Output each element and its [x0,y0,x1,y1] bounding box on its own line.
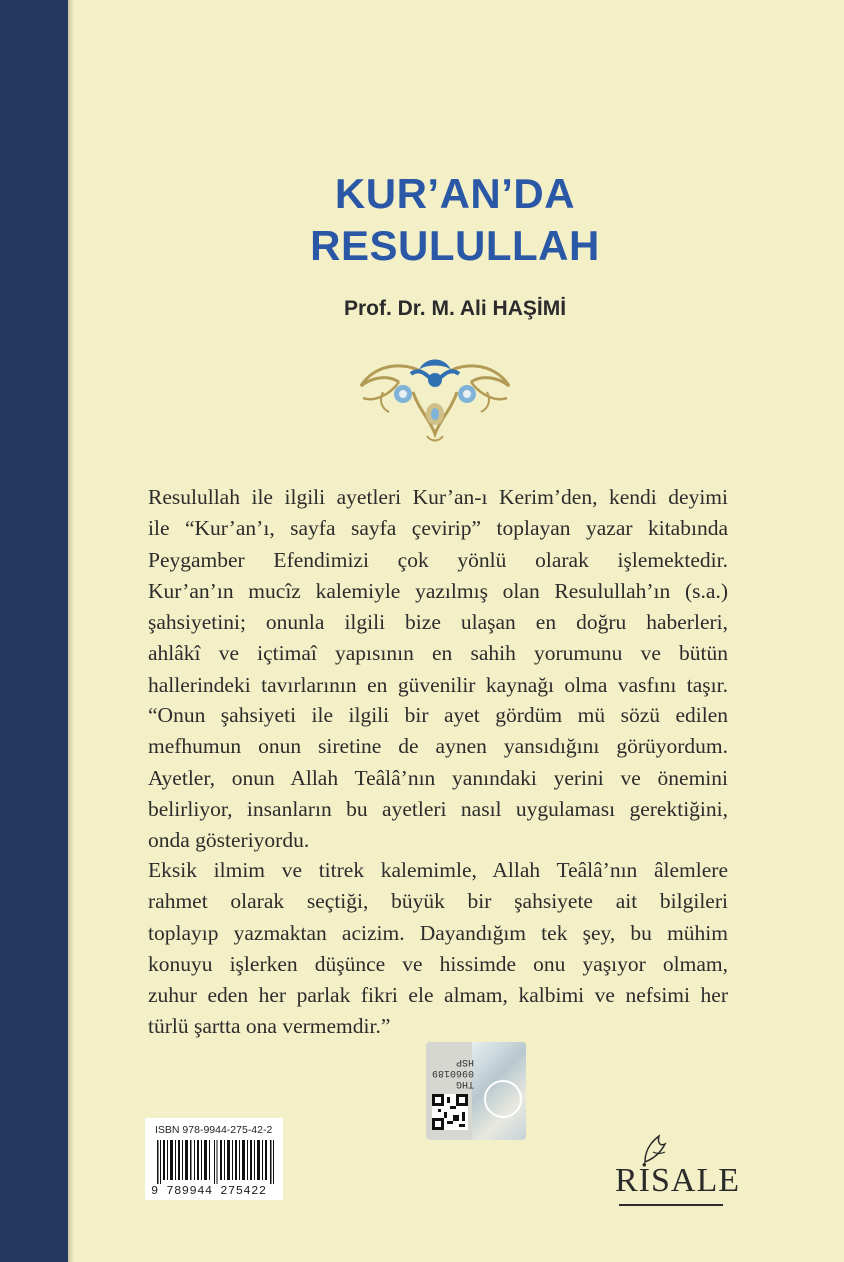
floral-ornament-icon [353,352,517,444]
author-name: Prof. Dr. M. Ali HAŞİMİ [343,297,567,320]
hologram-code-line: 0960189 [432,1067,475,1078]
text-line: toplayıp yazmaktan acizim. Dayandığım tek şey, bu mühim [148,920,728,945]
isbn-barcode [145,1118,283,1200]
text-line: belirliyor, insanların bu ayetleri nasıl uygulaması gerektiğini, [148,796,728,821]
isbn-number: 9 789944 275422 [151,1184,267,1198]
publisher-logo [615,1132,740,1210]
barcode-bars [157,1140,275,1184]
hologram-sticker [426,1042,526,1140]
text-line: Resulullah ile ilgili ayetleri Kur’an-ı Kerim’den, kendi deyimi [148,485,728,509]
text-line: türlü şartta ona vermemdir.” [148,1014,391,1039]
title-line-2: RESULULLAH [310,222,600,269]
text-line: Kur’an’ın mucîz kalemiyle yazılmış olan Resulullah’ın (s.a.) [148,578,728,603]
text-line: Eksik ilmim ve titrek kalemimle, Allah Teâlâ’nın âlemlere [148,858,728,882]
text-line: hallerindeki tavırlarının en güvenilir kaynağı olma vasfını taşır. [148,672,728,697]
text-line: Ayetler, onun Allah Teâlâ’nın yanındaki yerini ve önemini [148,765,728,790]
hologram-code-line: THG [456,1078,475,1089]
isbn-label: ISBN 978-9944-275-42-2 [155,1124,273,1136]
quote-paragraph-1 [148,700,728,856]
text-line: “Onun şahsiyeti ile ilgili bir ayet gördüm mü sözü edilen [148,703,728,727]
text-line: onda gösteriyordu. [148,828,310,853]
book-spine [0,0,68,1262]
qr-code-icon [432,1094,468,1130]
hologram-code [432,1056,474,1089]
dove-icon [639,1132,669,1166]
text-line: şahsiyetini; onunla ilgili bize ulaşan en doğru haberleri, [148,610,728,635]
text-line: zuhur eden her parlak fikri ele almam, kalbimi ve nefsimi her [148,983,728,1008]
quote-paragraph-2 [148,855,728,1043]
text-line: rahmet olarak seçtiği, büyük bir şahsiyete ait bilgileri [148,889,728,914]
description-paragraph-1 [148,482,728,701]
title-line-1: KUR’AN’DA [334,170,576,217]
text-line: ahlâkî ve içtimaî yapısının en sahih yorumunu ve bütün [148,641,728,666]
text-line: Peygamber Efendimizi çok yönlü olarak işlemektedir. [148,547,728,572]
logo-underline [619,1204,723,1206]
hologram-code-line: HSP [456,1056,475,1067]
text-line: mefhumun onun siretine de aynen yansıdığını görüyordum. [148,734,728,759]
text-line: konuyu işlerken düşünce ve hissimde onu yaşıyor olmam, [148,951,728,976]
text-line: ile “Kur’an’ı, sayfa sayfa çevirip” toplayan yazar kitabında [148,516,728,541]
hologram-seal [484,1080,522,1118]
publisher-name: RİSALE [615,1162,740,1199]
